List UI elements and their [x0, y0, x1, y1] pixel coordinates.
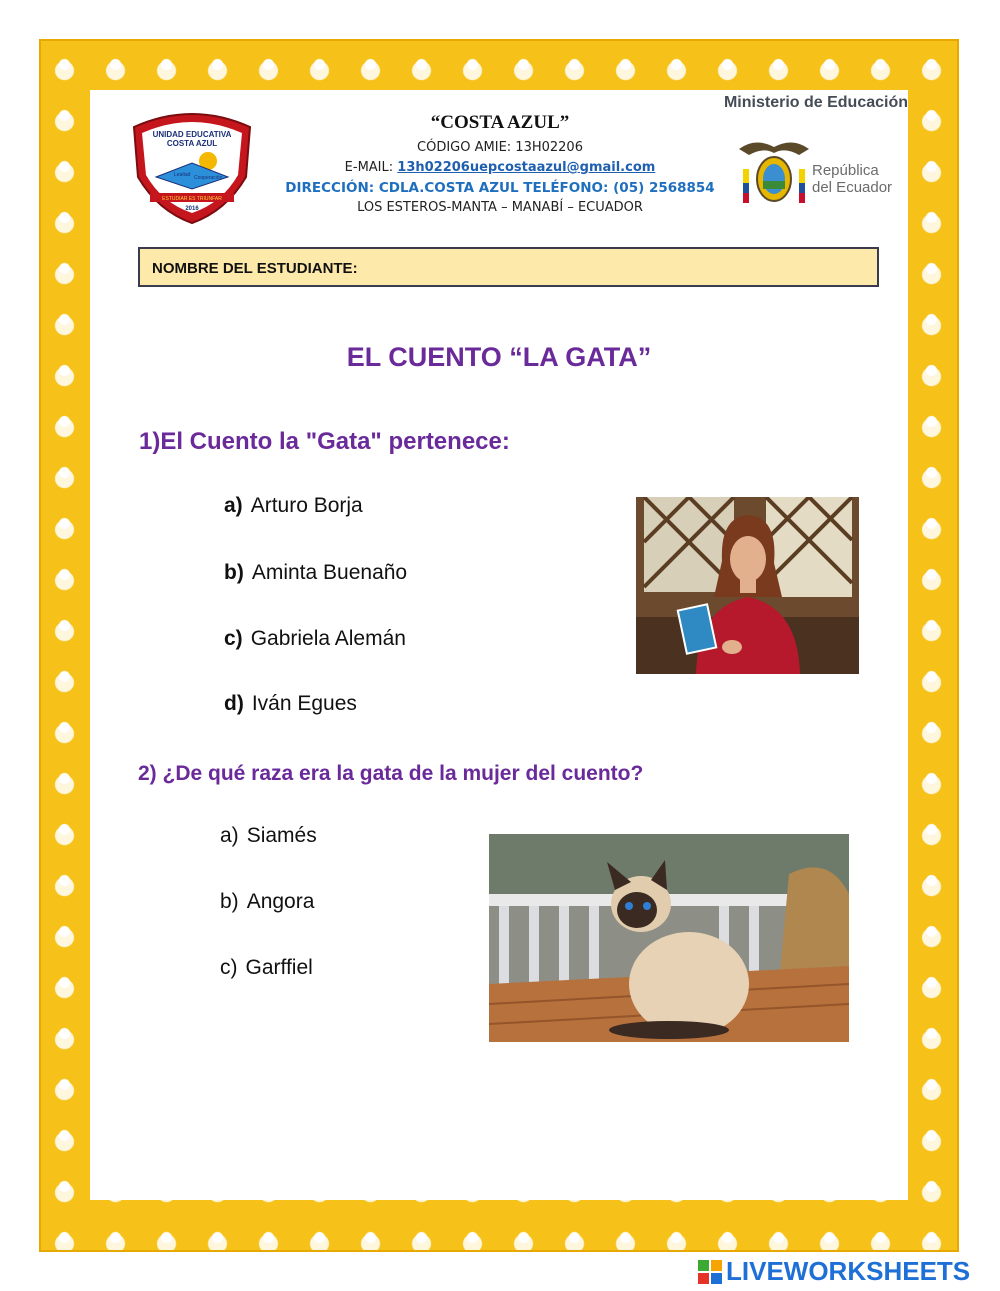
page-title: EL CUENTO “LA GATA”: [346, 342, 652, 372]
logo-line2: COSTA AZUL: [166, 139, 218, 148]
option-letter: a): [224, 494, 243, 517]
republic-line2: del Ecuador: [812, 179, 893, 196]
republic-label: [812, 162, 892, 196]
logo-motto: ESTUDIAR ES TRIUNFAR: [162, 196, 222, 202]
q1-option-a[interactable]: [224, 494, 363, 518]
q2-option-b[interactable]: [220, 890, 314, 914]
address-line: DIRECCIÓN: CDLA.COSTA AZUL TELÉFONO: (05) 2568854: [285, 180, 715, 196]
liveworksheets-brand[interactable]: [698, 1256, 970, 1287]
question-2: 2) ¿De qué raza era la gata de la mujer del cuento?: [138, 762, 644, 785]
email-line: [250, 160, 750, 176]
ministry-label: Ministerio de Educación: [723, 94, 908, 111]
location-line: LOS ESTEROS-MANTA – MANABÍ – ECUADOR: [357, 200, 643, 215]
option-text: Garffiel: [245, 956, 313, 979]
option-letter: b): [220, 890, 239, 913]
logo-line1: UNIDAD EDUCATIVA: [152, 130, 232, 139]
option-text: Gabriela Alemán: [250, 627, 406, 650]
option-text: Angora: [246, 890, 315, 913]
option-text: Iván Egues: [251, 692, 357, 715]
amie-code: CÓDIGO AMIE: 13H02206: [417, 140, 583, 155]
student-name-label: NOMBRE DEL ESTUDIANTE:: [152, 260, 358, 277]
option-text: Siamés: [246, 824, 317, 847]
option-letter: a): [220, 824, 239, 847]
school-name: “COSTA AZUL”: [430, 112, 570, 133]
question-1: 1)El Cuento la "Gata" pertenece:: [139, 428, 510, 455]
liveworksheets-text: LIVEWORKSHEETS: [726, 1256, 971, 1286]
email-label: E-MAIL:: [344, 160, 398, 175]
q1-option-c[interactable]: [224, 627, 406, 651]
email-link[interactable]: 13h02206uepcostaazul@gmail.com: [397, 160, 656, 175]
siamese-cat-photo: [489, 834, 849, 1042]
republic-line1: República: [812, 162, 879, 179]
liveworksheets-logo-icon: [698, 1260, 722, 1284]
q2-option-a[interactable]: [220, 824, 317, 848]
worksheet-page: [90, 90, 908, 1200]
logo-book-left: Lealtad: [174, 172, 191, 178]
coat-of-arms-icon: [735, 135, 813, 211]
logo-year: 2016: [185, 206, 199, 212]
option-text: Aminta Buenaño: [251, 561, 408, 584]
logo-book-right: Cooperación: [194, 175, 223, 181]
option-letter: d): [224, 692, 244, 715]
option-letter: b): [224, 561, 244, 584]
school-header: [250, 110, 750, 216]
option-letter: c): [220, 956, 238, 979]
option-letter: c): [224, 627, 243, 650]
student-name-box[interactable]: [138, 247, 879, 287]
author-photo: [636, 497, 859, 674]
option-text: Arturo Borja: [250, 494, 363, 517]
school-logo: [126, 107, 258, 225]
q1-option-d[interactable]: [224, 692, 357, 716]
q1-option-b[interactable]: [224, 561, 407, 585]
q2-option-c[interactable]: [220, 956, 313, 980]
